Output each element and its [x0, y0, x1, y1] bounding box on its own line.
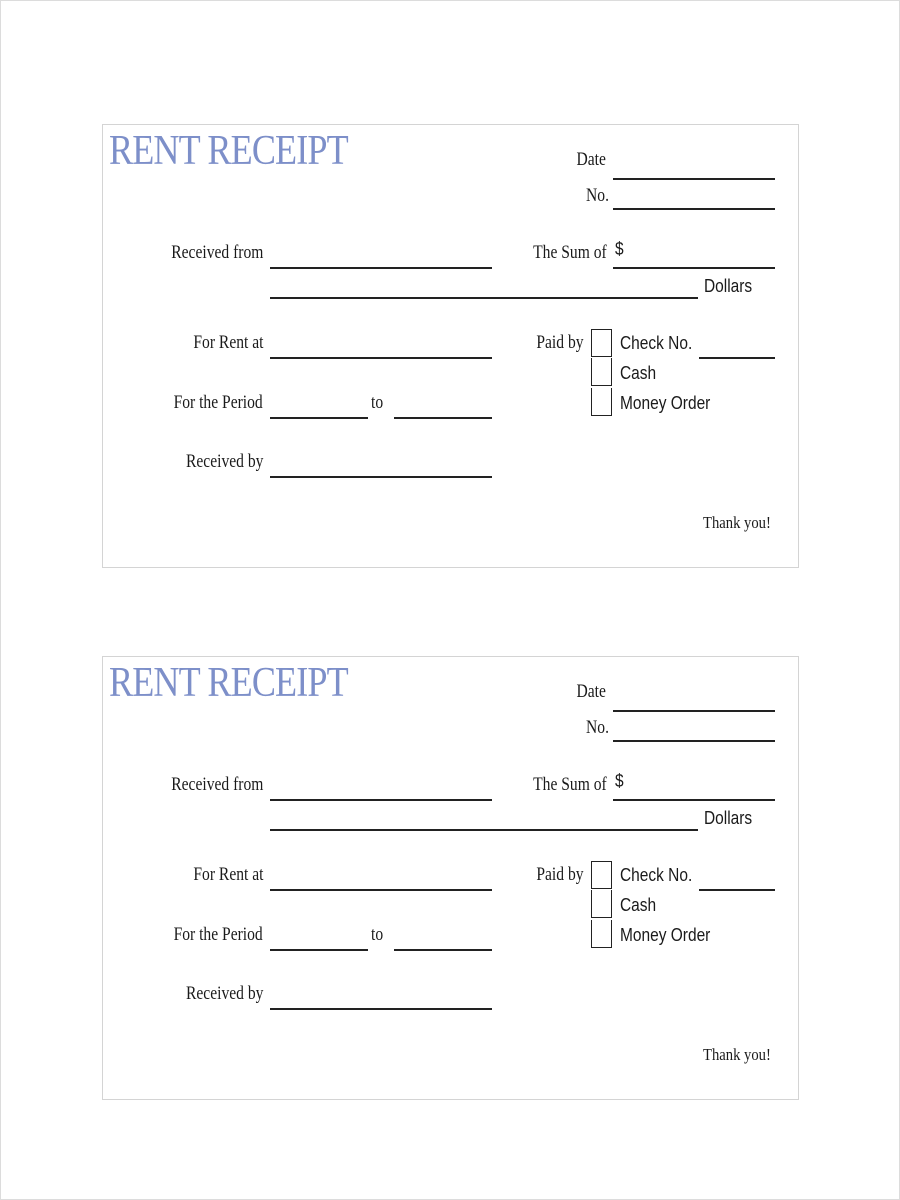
dollars-label: Dollars [704, 276, 753, 296]
cash-checkbox[interactable] [591, 890, 612, 918]
number-field[interactable] [613, 208, 775, 210]
date-label: Date [576, 149, 606, 170]
money-order-checkbox[interactable] [591, 920, 612, 948]
sum-label: The Sum of [533, 242, 607, 263]
cash-option-label: Cash [620, 895, 657, 915]
period-start-field[interactable] [270, 949, 368, 951]
received-by-label: Received by [185, 451, 263, 472]
check-number-field[interactable] [699, 357, 775, 359]
check-number-field[interactable] [699, 889, 775, 891]
thank-you-note: Thank you! [703, 1045, 771, 1064]
currency-symbol: $ [615, 239, 624, 259]
check-option-label: Check No. [620, 333, 693, 353]
rent-address-field[interactable] [270, 889, 492, 891]
period-start-field[interactable] [270, 417, 368, 419]
received-from-field[interactable] [270, 799, 492, 801]
money-order-option-label: Money Order [620, 925, 711, 945]
received-from-field[interactable] [270, 267, 492, 269]
receipt-title: RENT RECEIPT [109, 660, 348, 706]
paid-by-label: Paid by [536, 864, 584, 885]
period-end-field[interactable] [394, 949, 492, 951]
received-from-label: Received from [170, 242, 263, 263]
amount-in-words-field[interactable] [270, 297, 698, 299]
date-field[interactable] [613, 178, 775, 180]
date-label: Date [576, 681, 606, 702]
money-order-option-label: Money Order [620, 393, 711, 413]
dollars-label: Dollars [704, 808, 753, 828]
number-field[interactable] [613, 740, 775, 742]
sum-field[interactable] [613, 267, 775, 269]
receipt-title: RENT RECEIPT [109, 128, 348, 174]
check-option-label: Check No. [620, 865, 693, 885]
received-by-field[interactable] [270, 1008, 492, 1010]
for-rent-label: For Rent at [192, 864, 263, 885]
period-end-field[interactable] [394, 417, 492, 419]
number-label: No. [586, 717, 609, 738]
period-label: For the Period [173, 924, 263, 945]
currency-symbol: $ [615, 771, 624, 791]
received-by-field[interactable] [270, 476, 492, 478]
check-checkbox[interactable] [591, 861, 612, 889]
cash-option-label: Cash [620, 363, 657, 383]
cash-checkbox[interactable] [591, 358, 612, 386]
received-from-label: Received from [170, 774, 263, 795]
amount-in-words-field[interactable] [270, 829, 698, 831]
rent-address-field[interactable] [270, 357, 492, 359]
number-label: No. [586, 185, 609, 206]
received-by-label: Received by [185, 983, 263, 1004]
period-label: For the Period [173, 392, 263, 413]
period-to-label: to [371, 924, 384, 945]
paid-by-label: Paid by [536, 332, 584, 353]
sum-label: The Sum of [533, 774, 607, 795]
money-order-checkbox[interactable] [591, 388, 612, 416]
date-field[interactable] [613, 710, 775, 712]
for-rent-label: For Rent at [192, 332, 263, 353]
rent-receipt [102, 656, 799, 1100]
check-checkbox[interactable] [591, 329, 612, 357]
rent-receipt [102, 124, 799, 568]
sum-field[interactable] [613, 799, 775, 801]
thank-you-note: Thank you! [703, 513, 771, 532]
period-to-label: to [371, 392, 384, 413]
